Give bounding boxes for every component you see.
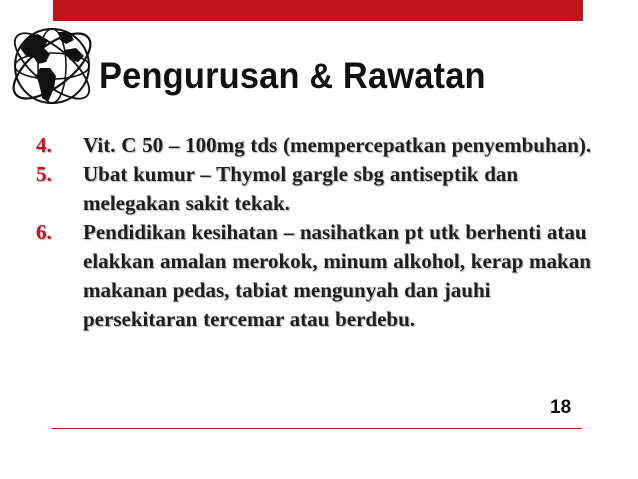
slide-title	[99, 55, 486, 98]
title-end: Rawatan	[342, 55, 486, 96]
bottom-divider	[52, 428, 582, 429]
list-item-text: Ubat kumur – Thymol gargle sbg antiseptik dan melegakan sakit tekak.	[83, 162, 519, 215]
list-item-number: 6.	[36, 220, 52, 244]
title-main: Pengurusan	[99, 55, 300, 96]
list-item	[36, 160, 606, 218]
numbered-list	[36, 131, 606, 334]
list-item-number: 4.	[36, 133, 52, 157]
page-number: 18	[550, 397, 572, 418]
list-item-number: 5.	[36, 162, 52, 186]
list-item-text: Vit. C 50 – 100mg tds (mempercepatkan penyembuhan).	[83, 133, 592, 157]
globe-icon	[4, 18, 100, 114]
list-item	[36, 131, 606, 160]
title-ampersand: &	[309, 57, 334, 96]
list-item	[36, 218, 606, 334]
list-item-text: Pendidikan kesihatan – nasihatkan pt utk berhenti atau elakkan amalan merokok, minum alkohol, kerap makan makanan pedas, tabiat mengunyah dan jauhi persekitaran tercemar atau berdebu.	[83, 220, 591, 331]
top-accent-bar	[53, 0, 583, 21]
